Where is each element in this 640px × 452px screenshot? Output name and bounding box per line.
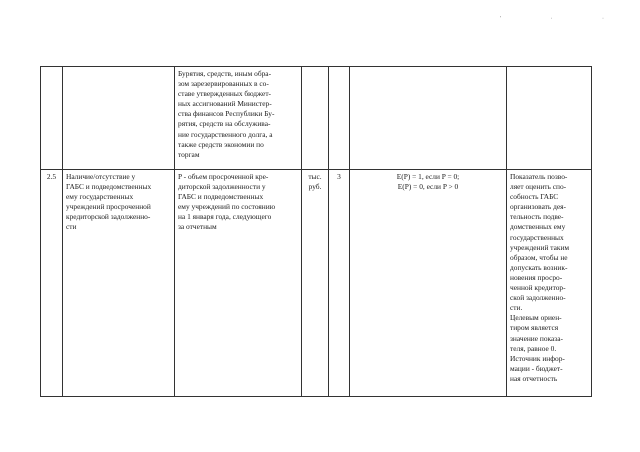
cell-definition: Бурятия, средств, иным обра- зом зарезервированных в со- ставе утвержденных бюджет- ных ассигнований Министер- ства финансов Республики Бу- рятия, средств на обслужива- ние государственного долга, а также средств экономии по торгам bbox=[175, 67, 302, 170]
cell-formula: E(P) = 1, если P = 0; E(P) = 0, если P > 0 bbox=[350, 170, 507, 397]
indicator-table bbox=[40, 66, 592, 397]
cell-comment bbox=[507, 67, 592, 170]
cell-weight bbox=[329, 67, 350, 170]
cell-name: Наличие/отсутствие у ГАБС и подведомственных ему государственных учреждений просроченной кредиторской задолженно- сти bbox=[63, 170, 175, 397]
cell-formula bbox=[350, 67, 507, 170]
cell-definition: P - объем просроченной кре- диторской задолженности у ГАБС и подведомственных ему учреждений по состоянию на 1 января года, следующего за отчетным bbox=[175, 170, 302, 397]
cell-number: 2.5 bbox=[41, 170, 63, 397]
cell-comment: Показатель позво- ляет оценить спо- собность ГАБС организовать дея- тельность подве- домственных ему государственных учреждений таким образом, чтобы не допускать возник- новения просро- ченной кредитор- ской задолженно- сти. Целевым ориен- тиром является значение показа- теля, равное 0. Источник инфор- мации - бюджет- ная отчетность bbox=[507, 170, 592, 397]
cell-number bbox=[41, 67, 63, 170]
cell-weight: 3 bbox=[329, 170, 350, 397]
cell-name bbox=[63, 67, 175, 170]
table-row-2-5 bbox=[41, 170, 592, 397]
cell-unit bbox=[302, 67, 329, 170]
scan-specks: ' · · bbox=[499, 16, 628, 22]
table-row-continuation bbox=[41, 67, 592, 170]
cell-unit: тыс. руб. bbox=[302, 170, 329, 397]
